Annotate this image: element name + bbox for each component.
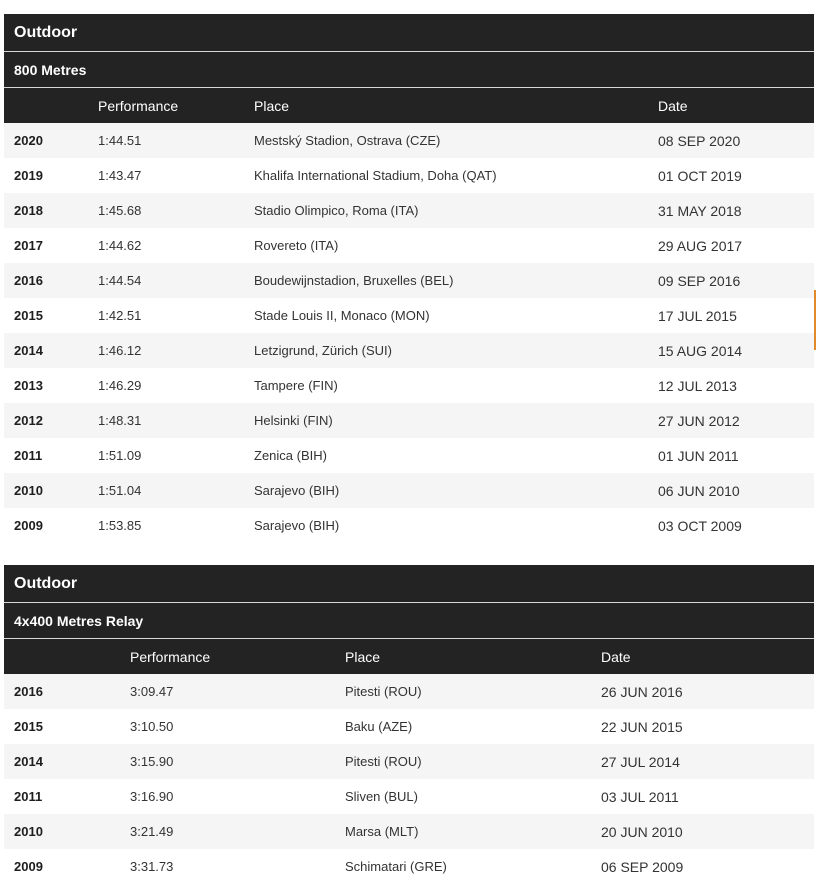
place-cell: Helsinki (FIN)	[254, 413, 333, 428]
place-cell: Sarajevo (BIH)	[254, 518, 340, 533]
performance-cell: 3:09.47	[130, 684, 174, 699]
performance-cell: 1:51.04	[98, 483, 142, 498]
table-row	[4, 508, 814, 543]
column-header-date: Date	[601, 648, 631, 665]
environment-header: Outdoor	[4, 14, 814, 52]
results-table	[4, 88, 814, 543]
event-header: 4x400 Metres Relay	[4, 603, 814, 639]
date-cell: 20 JUN 2010	[601, 823, 683, 840]
year-cell: 2020	[14, 133, 43, 148]
column-header-year	[4, 88, 88, 123]
date-cell: 01 OCT 2019	[658, 167, 742, 184]
performance-cell: 1:44.54	[98, 273, 142, 288]
year-cell: 2015	[14, 308, 43, 323]
place-cell: Letzigrund, Zürich (SUI)	[254, 343, 392, 358]
environment-header: Outdoor	[4, 565, 814, 603]
performance-cell: 1:51.09	[98, 448, 142, 463]
date-cell: 27 JUN 2012	[658, 412, 740, 429]
place-cell: Stade Louis II, Monaco (MON)	[254, 308, 430, 323]
results-table	[4, 639, 814, 884]
year-cell: 2014	[14, 343, 43, 358]
year-cell: 2016	[14, 684, 43, 699]
performance-cell: 3:31.73	[130, 859, 174, 874]
date-cell: 29 AUG 2017	[658, 237, 743, 254]
performance-cell: 1:44.62	[98, 238, 142, 253]
date-cell: 26 JUN 2016	[601, 683, 683, 700]
table-row	[4, 744, 814, 779]
table-row	[4, 779, 814, 814]
table-header-row	[4, 88, 814, 123]
table-row	[4, 228, 814, 263]
table-row	[4, 709, 814, 744]
date-cell: 22 JUN 2015	[601, 718, 683, 735]
date-cell: 06 SEP 2009	[601, 858, 684, 875]
date-cell: 12 JUL 2013	[658, 377, 737, 394]
date-cell: 06 JUN 2010	[658, 482, 740, 499]
year-cell: 2011	[14, 789, 43, 804]
table-row	[4, 298, 814, 333]
table-row	[4, 438, 814, 473]
table-row	[4, 473, 814, 508]
column-header-performance: Performance	[130, 648, 211, 665]
column-header-performance: Performance	[98, 97, 179, 114]
performance-cell: 1:43.47	[98, 168, 142, 183]
performance-cell: 1:53.85	[98, 518, 142, 533]
place-cell: Zenica (BIH)	[254, 448, 327, 463]
performance-cell: 3:21.49	[130, 824, 174, 839]
date-cell: 15 AUG 2014	[658, 342, 743, 359]
place-cell: Schimatari (GRE)	[345, 859, 447, 874]
year-cell: 2012	[14, 413, 43, 428]
year-cell: 2016	[14, 273, 43, 288]
year-cell: 2010	[14, 824, 43, 839]
date-cell: 17 JUL 2015	[658, 307, 737, 324]
event-header: 800 Metres	[4, 52, 814, 88]
table-row	[4, 158, 814, 193]
column-header-date: Date	[658, 97, 688, 114]
performance-cell: 1:46.12	[98, 343, 142, 358]
place-cell: Pitesti (ROU)	[345, 754, 422, 769]
table-row	[4, 674, 814, 709]
date-cell: 08 SEP 2020	[658, 132, 741, 149]
year-cell: 2017	[14, 238, 43, 253]
performance-cell: 3:10.50	[130, 719, 174, 734]
table-row	[4, 368, 814, 403]
place-cell: Sliven (BUL)	[345, 789, 418, 804]
year-cell: 2010	[14, 483, 43, 498]
year-cell: 2011	[14, 448, 43, 463]
performance-cell: 3:15.90	[130, 754, 174, 769]
table-row	[4, 193, 814, 228]
performance-cell: 1:44.51	[98, 133, 142, 148]
performance-cell: 1:45.68	[98, 203, 142, 218]
table-row	[4, 849, 814, 884]
place-cell: Rovereto (ITA)	[254, 238, 339, 253]
place-cell: Sarajevo (BIH)	[254, 483, 340, 498]
date-cell: 31 MAY 2018	[658, 202, 742, 219]
year-cell: 2018	[14, 203, 43, 218]
table-row	[4, 814, 814, 849]
column-header-place: Place	[345, 648, 381, 665]
date-cell: 09 SEP 2016	[658, 272, 741, 289]
year-cell: 2014	[14, 754, 43, 769]
results-section-4x400m-relay	[4, 565, 814, 884]
place-cell: Stadio Olimpico, Roma (ITA)	[254, 203, 419, 218]
date-cell: 27 JUL 2014	[601, 753, 680, 770]
date-cell: 03 JUL 2011	[601, 788, 679, 805]
year-cell: 2013	[14, 378, 43, 393]
year-cell: 2009	[14, 518, 43, 533]
place-cell: Marsa (MLT)	[345, 824, 419, 839]
place-cell: Tampere (FIN)	[254, 378, 338, 393]
date-cell: 01 JUN 2011	[658, 447, 739, 464]
place-cell: Mestský Stadion, Ostrava (CZE)	[254, 133, 441, 148]
year-cell: 2009	[14, 859, 43, 874]
place-cell: Boudewijnstadion, Bruxelles (BEL)	[254, 273, 454, 288]
place-cell: Pitesti (ROU)	[345, 684, 422, 699]
table-row	[4, 403, 814, 438]
performance-cell: 1:46.29	[98, 378, 142, 393]
performance-cell: 1:42.51	[98, 308, 142, 323]
table-row	[4, 123, 814, 158]
results-section-800m	[4, 14, 814, 543]
performance-cell: 3:16.90	[130, 789, 174, 804]
date-cell: 03 OCT 2009	[658, 517, 742, 534]
year-cell: 2015	[14, 719, 43, 734]
table-row	[4, 263, 814, 298]
place-cell: Khalifa International Stadium, Doha (QAT)	[254, 168, 497, 183]
table-row	[4, 333, 814, 368]
performance-cell: 1:48.31	[98, 413, 142, 428]
column-header-year	[4, 639, 120, 674]
column-header-place: Place	[254, 97, 290, 114]
table-header-row	[4, 639, 814, 674]
year-cell: 2019	[14, 168, 43, 183]
place-cell: Baku (AZE)	[345, 719, 413, 734]
